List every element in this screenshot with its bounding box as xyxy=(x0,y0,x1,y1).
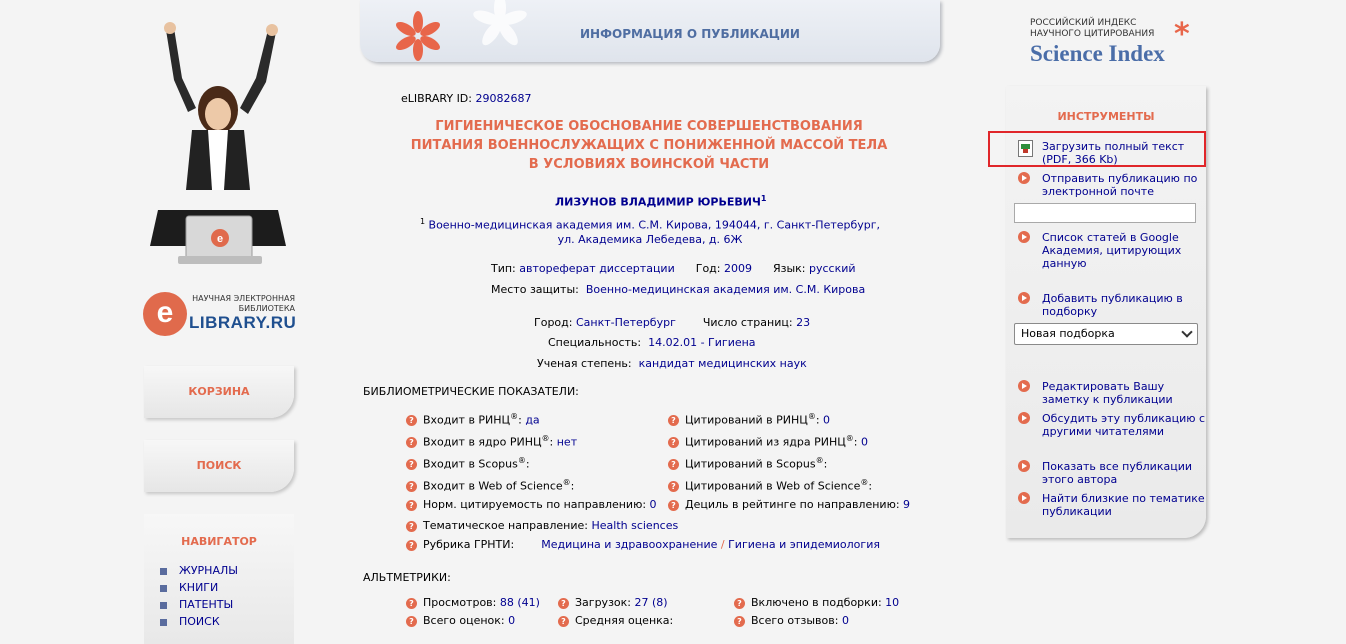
metric-ratings: ? Всего оценок: 0 xyxy=(406,614,515,627)
help-icon[interactable]: ? xyxy=(406,500,417,511)
arrow-right-icon xyxy=(1018,231,1030,243)
help-icon[interactable]: ? xyxy=(406,521,417,532)
metric-avg-rating: ? Средняя оценка: xyxy=(558,614,673,627)
collection-select[interactable]: Новая подборка xyxy=(1014,323,1198,345)
grnti-link-hygiene[interactable]: Гигиена и эпидемиология xyxy=(728,538,880,551)
page-title: ИНФОРМАЦИЯ О ПУБЛИКАЦИИ xyxy=(580,27,800,41)
metric-norm-citation: ? Норм. цитируемость по направлению: 0 xyxy=(406,498,657,511)
metric-decile: ? Дециль в рейтинге по направлению: 9 xyxy=(668,498,910,511)
bullet-icon xyxy=(160,568,167,575)
language-value[interactable]: русский xyxy=(809,262,856,275)
bullet-icon xyxy=(160,619,167,626)
science-index-logo[interactable] xyxy=(1030,18,1205,70)
arrow-right-icon xyxy=(1018,492,1030,504)
help-icon[interactable]: ? xyxy=(406,540,417,551)
help-icon[interactable]: ? xyxy=(406,415,417,426)
metric-cit-rinc: ? Цитирований в РИНЦ®: 0 xyxy=(668,412,830,427)
publication-title: ГИГИЕНИЧЕСКОЕ ОБОСНОВАНИЕ СОВЕРШЕНСТВОВАНИЯ ПИТАНИЯ ВОЕННОСЛУЖАЩИХ С ПОНИЖЕННОЙ МАССОЙ ТЕЛА В УСЛОВИЯХ ВОИНСКОЙ ЧАСТИ xyxy=(410,119,888,172)
help-icon[interactable]: ? xyxy=(406,598,417,609)
metric-rinc-core: ? Входит в ядро РИНЦ®: нет xyxy=(406,434,577,449)
pages-value: 23 xyxy=(796,316,811,329)
help-icon[interactable]: ? xyxy=(668,481,679,492)
help-icon[interactable]: ? xyxy=(406,481,417,492)
altmetrics-heading: АЛЬТМЕТРИКИ: xyxy=(363,571,451,584)
help-icon[interactable]: ? xyxy=(406,459,417,470)
help-icon[interactable]: ? xyxy=(734,616,745,627)
science-index-line1: РОССИЙСКИЙ ИНДЕКС xyxy=(1030,18,1137,28)
grnti-link-medicine[interactable]: Медицина и здравоохранение xyxy=(541,538,718,551)
tools-title: ИНСТРУМЕНТЫ xyxy=(1057,110,1155,123)
svg-text:e: e xyxy=(216,233,224,245)
metric-topic: ? Тематическое направление: Health sciences xyxy=(406,519,678,532)
help-icon[interactable]: ? xyxy=(668,459,679,470)
arrow-right-icon xyxy=(1018,292,1030,304)
metric-downloads: ? Загрузок: 27 (8) xyxy=(558,596,668,609)
nav-item-journals[interactable]: ЖУРНАЛЫ xyxy=(160,562,294,579)
logo-e-icon: e xyxy=(143,292,187,336)
chevron-down-icon xyxy=(1181,326,1192,337)
elibrary-id-value[interactable]: 29082687 xyxy=(475,92,532,105)
help-icon[interactable]: ? xyxy=(406,437,417,448)
left-sidebar xyxy=(140,0,300,628)
topic-link[interactable]: Health sciences xyxy=(591,519,679,532)
logo-text: LIBRARY.RU xyxy=(189,313,297,332)
metric-wos: ? Входит в Web of Science®: xyxy=(406,478,574,493)
metric-reviews: ? Всего отзывов: 0 xyxy=(734,614,849,627)
email-input[interactable] xyxy=(1014,203,1196,223)
help-icon[interactable]: ? xyxy=(668,437,679,448)
bibliometric-heading: БИБЛИОМЕТРИЧЕСКИЕ ПОКАЗАТЕЛИ: xyxy=(363,385,579,398)
help-icon[interactable]: ? xyxy=(734,598,745,609)
science-index-star-icon: * xyxy=(1174,17,1190,52)
cart-button[interactable]: КОРЗИНА xyxy=(144,366,294,418)
city-pages-row: Город: Санкт-Петербург Число страниц: 23 xyxy=(534,316,811,329)
specialty-row: Специальность: 14.02.01 - Гигиена xyxy=(548,336,756,349)
metric-cit-wos: ? Цитирований в Web of Science®: xyxy=(668,478,872,493)
navigator-panel xyxy=(144,514,294,644)
metric-views: ? Просмотров: 88 (41) xyxy=(406,596,540,609)
affiliation: $^1$ Военно-медицинская академия им. С.М. Кирова, 194044, г. Санкт-Петербург, ул. Академика Лебедева, д. 6Ж xyxy=(419,217,881,246)
type-year-lang-row: Тип: автореферат диссертации Год: 2009 Язык: русский xyxy=(491,262,856,275)
hero-image xyxy=(148,20,288,270)
help-icon[interactable]: ? xyxy=(406,616,417,627)
arrow-right-icon xyxy=(1018,380,1030,392)
type-value[interactable]: автореферат диссертации xyxy=(519,262,675,275)
help-icon[interactable]: ? xyxy=(668,500,679,511)
nav-item-search[interactable]: ПОИСК xyxy=(160,613,294,630)
elibrary-logo[interactable] xyxy=(143,292,298,337)
search-button[interactable]: ПОИСК xyxy=(144,440,294,492)
elibrary-id: eLIBRARY ID: 29082687 xyxy=(401,92,532,105)
nav-item-books[interactable]: КНИГИ xyxy=(160,579,294,596)
help-icon[interactable]: ? xyxy=(558,598,569,609)
bullet-icon xyxy=(160,585,167,592)
degree-link[interactable]: кандидат медицинских наук xyxy=(638,357,807,370)
page-header-banner xyxy=(360,0,940,62)
help-icon[interactable]: ? xyxy=(668,415,679,426)
defense-place-row: Место защиты: Военно-медицинская академия им. С.М. Кирова xyxy=(491,283,866,296)
arrow-right-icon xyxy=(1018,172,1030,184)
bullet-icon xyxy=(160,602,167,609)
nav-item-patents[interactable]: ПАТЕНТЫ xyxy=(160,596,294,613)
metric-cit-scopus: ? Цитирований в Scopus®: xyxy=(668,456,827,471)
highlight-box xyxy=(988,131,1206,167)
help-icon[interactable]: ? xyxy=(558,616,569,627)
logo-subtitle: НАУЧНАЯ ЭЛЕКТРОННАЯ БИБЛИОТЕКА xyxy=(192,294,295,313)
metric-scopus: ? Входит в Scopus®: xyxy=(406,456,530,471)
metric-rinc: ? Входит в РИНЦ®: да xyxy=(406,412,540,427)
arrow-right-icon xyxy=(1018,460,1030,472)
navigator-title: НАВИГАТОР xyxy=(181,535,257,548)
defense-place-link[interactable]: Военно-медицинская академия им. С.М. Кирова xyxy=(585,283,866,296)
metric-cit-core: ? Цитирований из ядра РИНЦ®: 0 xyxy=(668,434,868,449)
arrow-right-icon xyxy=(1018,412,1030,424)
degree-row: Ученая степень: кандидат медицинских наук xyxy=(537,357,807,370)
year-value[interactable]: 2009 xyxy=(723,262,752,275)
city-value[interactable]: Санкт-Петербург xyxy=(575,316,676,329)
metric-grnti: ? Рубрика ГРНТИ: Медицина и здравоохранение / Гигиена и эпидемиология xyxy=(406,538,880,551)
science-index-line2: НАУЧНОГО ЦИТИРОВАНИЯ xyxy=(1030,29,1155,39)
metric-collections: ? Включено в подборки: 10 xyxy=(734,596,899,609)
specialty-link[interactable]: 14.02.01 - Гигиена xyxy=(648,336,756,349)
affiliation-link[interactable]: Военно-медицинская академия им. С.М. Кирова, 194044, г. Санкт-Петербург, ул. Академика Лебедева, д. 6Ж xyxy=(428,218,881,246)
science-index-brand: Science Index xyxy=(1030,41,1165,66)
author-link[interactable]: ЛИЗУНОВ ВЛАДИМИР ЮРЬЕВИЧ$^1$ xyxy=(555,194,767,209)
